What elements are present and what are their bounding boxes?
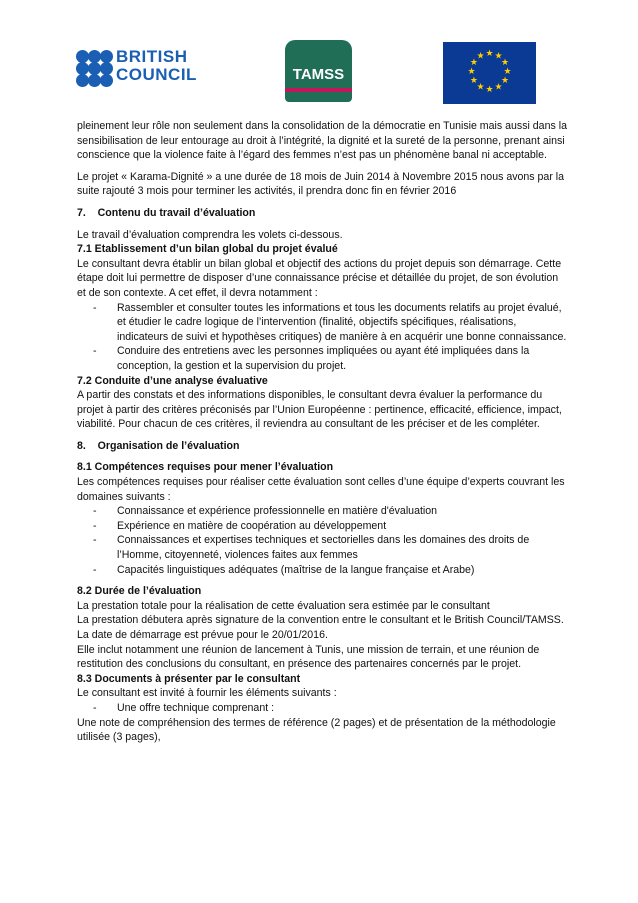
eu-stars-icon [443, 42, 536, 104]
section-8-3-title: 8.3 Documents à présenter par le consultant [77, 672, 301, 685]
section-8-3-after: Une note de compréhension des termes de référence (2 pages) et de présentation de la méthodologie utilisée (3 pages), [77, 716, 556, 744]
svg-text:★: ★ [485, 49, 494, 59]
section-8-3-text: Le consultant est invité à fournir les éléments suivants : [77, 687, 337, 700]
svg-text:★: ★ [476, 82, 485, 93]
svg-text:★: ★ [469, 58, 478, 68]
eu-flag-icon [443, 42, 536, 104]
bullet-text: Expérience en matière de coopération au développement [117, 519, 387, 532]
tamss-label: TAMSS [292, 66, 345, 83]
list-item: - Conduire des entretiens avec les personnes impliquées ou ayant été impliquées dans la conception, la gestion et la supervision du projet. [93, 345, 530, 372]
svg-text:★: ★ [476, 51, 485, 62]
document-body [77, 119, 567, 745]
section-8-title: 8. Organisation de l’évaluation [77, 439, 240, 452]
bullet-text: Rassembler et consulter toutes les informations et tous les documents relatifs au projet évalué, et étudier le cadre logique de l’intervention (finalité, objectifs spécifiques, réalisations, indicateurs de suivi et hypothèses critiques) de manière à en acquérir une bonne connaissance. [117, 301, 567, 343]
tamss-logo [285, 40, 352, 102]
list-item: - Connaissance et expérience professionnelle en matière d'évaluation [93, 505, 438, 518]
section-7-1-text: Le consultant devra établir un bilan global et objectif des actions du projet depuis son démarrage. Cette étape doit lui permettre de disposer d’une connaissance précise et détaillée du projet, de son évolution et de son contexte. A cet effet, il devra notamment : [77, 257, 562, 299]
bc-line1: BRITISH [116, 47, 188, 66]
svg-text:★: ★ [501, 76, 510, 86]
section-8-1-text: Les compétences requises pour réaliser cette évaluation sont celles d’une équipe d’experts couvrant les domaines suivants : [77, 476, 565, 503]
list-item: - Rassembler et consulter toutes les informations et tous les documents relatifs au projet évalué, et étudier le cadre logique de l’intervention (finalité, objectifs spécifiques, réalisations, indicateurs de suivi et hypothèses critiques) de manière à en acquérir une bonne connaissance. [93, 301, 567, 343]
list-item: - Expérience en matière de coopération au développement [93, 519, 387, 532]
svg-text:★: ★ [503, 67, 512, 77]
bullet-text: Connaissances et expertises techniques et sectorielles dans les domaines des droits de l’Homme, citoyenneté, violences faites aux femmes [117, 534, 530, 562]
bullet-text: Connaissance et expérience professionnelle en matière d'évaluation [117, 505, 438, 518]
section-8-2-title: 8.2 Durée de l’évaluation [77, 585, 202, 598]
list-item: - Capacités linguistiques adéquates (maîtrise de la langue française et Arabe) [93, 563, 475, 576]
svg-text:★: ★ [494, 82, 503, 93]
section-8-1-title: 8.1 Compétences requises pour mener l’évaluation [77, 461, 334, 474]
svg-text:★: ★ [469, 76, 478, 86]
svg-text:★: ★ [501, 58, 510, 68]
section-7-2-text: A partir des constats et des informations disponibles, le consultant devra évaluer la performance du projet à partir des critères préconisés par l’Union Européenne : pertinence, efficacité, efficience, impact, viabilité. Pour chacun de ces critères, il reviendra au consultant de les préciser et de les compléter. [77, 389, 562, 431]
page-header [0, 0, 638, 115]
intro-paragraph: pleinement leur rôle non seulement dans la consolidation de la démocratie en Tunisie mais aussi dans la sensibilisation de leur entourage au droit à l’intégrité, la dignité et la sureté de la personne, prenant ainsi conscience que la violence faite à l’égard des femmes n’est pas un phénomène banal ni acceptable. [77, 120, 567, 162]
section-8-2-line2: La prestation débutera après signature de la convention entre le consultant et le British Council/TAMSS. La date de démarrage est prévue pour le 20/01/2016. [77, 614, 564, 641]
svg-text:★: ★ [485, 85, 494, 95]
svg-text:★: ★ [467, 67, 476, 77]
section-8-2-line3: Elle inclut notamment une réunion de lancement à Tunis, une mission de terrain, et une réunion de restitution des conclusions du consultant, en présence des partenaires concernés par le projet. [77, 643, 540, 671]
section-7-2-title: 7.2 Conduite d’une analyse évaluative [77, 374, 268, 387]
svg-text:★: ★ [494, 51, 503, 62]
section-7-title: 7. Contenu du travail d’évaluation [77, 206, 256, 219]
tamss-stripe [285, 88, 352, 92]
bc-line2: COUNCIL [116, 65, 197, 84]
british-council-dots-icon [76, 50, 112, 86]
british-council-logo [76, 48, 206, 88]
bullet-text: Capacités linguistiques adéquates (maîtrise de la langue française et Arabe) [117, 563, 475, 576]
project-paragraph: Le projet « Karama-Dignité » a une durée de 18 mois de Juin 2014 à Novembre 2015 nous avons par la suite rajouté 3 mois pour terminer les activités, il prendra donc fin en février 2016 [77, 170, 565, 198]
list-item: - Une offre technique comprenant : [93, 701, 275, 714]
list-item: - Connaissances et expertises techniques et sectorielles dans les domaines des droits de l’Homme, citoyenneté, violences faites aux femmes [93, 534, 530, 562]
section-7-1-title: 7.1 Etablissement d’un bilan global du projet évalué [77, 243, 338, 256]
bullet-text: Conduire des entretiens avec les personnes impliquées ou ayant été impliquées dans la conception, la gestion et la supervision du projet. [117, 345, 530, 372]
section-8-2-line1: La prestation totale pour la réalisation de cette évaluation sera estimée par le consultant [77, 599, 490, 612]
british-council-wordmark [116, 48, 197, 84]
bullet-text: Une offre technique comprenant : [117, 701, 275, 714]
section-7-intro: Le travail d’évaluation comprendra les volets ci-dessous. [77, 228, 343, 241]
